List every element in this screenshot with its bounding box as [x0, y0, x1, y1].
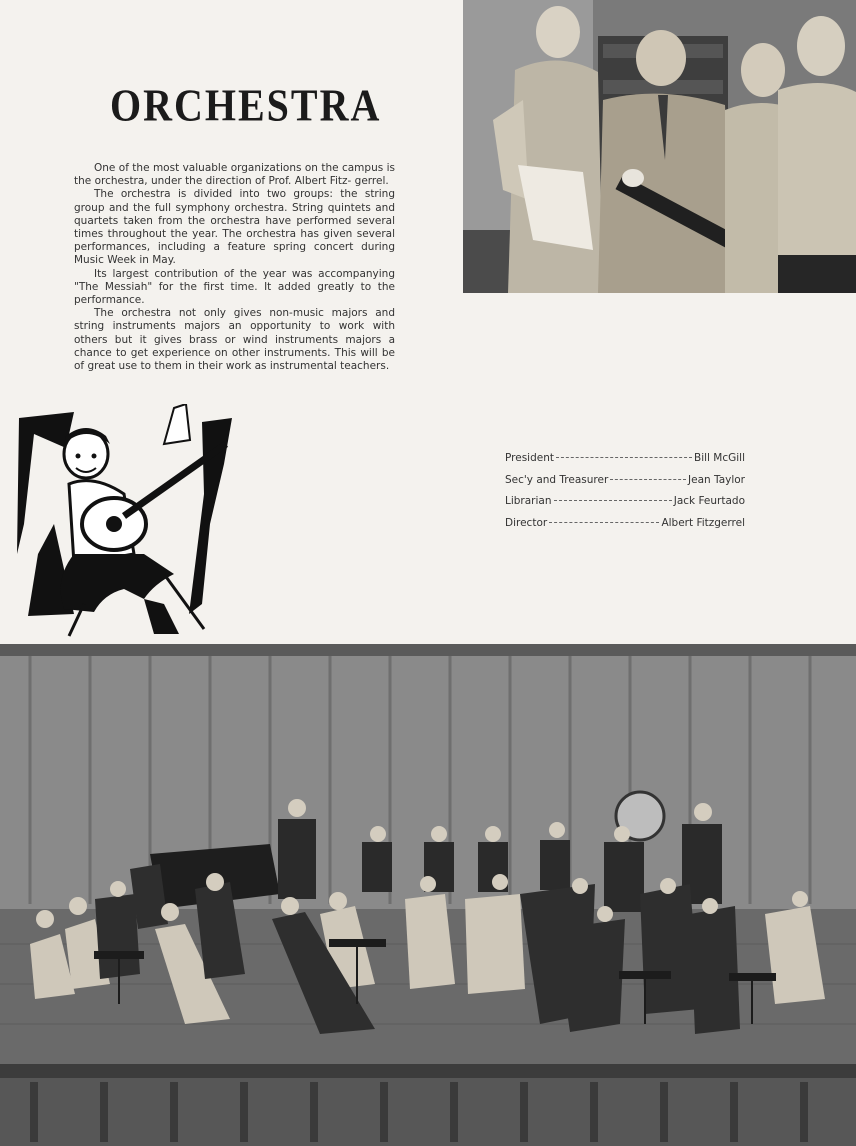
officer-name: Bill McGill	[693, 452, 745, 464]
officer-name: Jean Taylor	[688, 473, 745, 486]
officer-role: Sec'y and Treasurer	[505, 473, 609, 486]
leader-dots	[549, 522, 659, 523]
officer-row-director	[505, 517, 745, 539]
officer-row-secretary	[505, 474, 745, 496]
leader-dots	[556, 457, 692, 458]
page-title: ORCHESTRA	[110, 79, 382, 131]
officer-row-librarian	[505, 495, 745, 517]
article-body	[74, 162, 395, 373]
officer-row-president	[505, 452, 745, 474]
paragraph-4: The orchestra not only gives non-music majors and string instruments majors an opportunity to work with others but it gives brass or wind instruments majors a chance to get experience on other instruments. This will be of great use to them in their work as instrumental teachers.	[74, 307, 395, 373]
leader-dots	[610, 479, 686, 480]
officer-name: Albert Fitzgerrel	[661, 516, 745, 529]
officer-role: Director	[505, 516, 548, 529]
photo-orchestra-stage-image	[0, 644, 856, 1146]
paragraph-2: The orchestra is divided into two groups: the string group and the full symphony orchestra. String quintets and quartets taken from the orchestra have performed several times throughout the year. The orchestra has given several performances, including a feature spring concert during Music Week in May.	[74, 188, 395, 267]
leader-dots	[554, 500, 672, 501]
guitar-player-illustration	[14, 404, 236, 640]
photo-orchestra-stage	[0, 644, 856, 1146]
officer-role: President	[505, 452, 554, 464]
officer-role: Librarian	[505, 495, 552, 507]
officer-name: Jack Feurtado	[673, 495, 745, 507]
guitar-player-drawing	[14, 404, 236, 640]
photo-conductor-group-image	[463, 0, 856, 293]
paragraph-3: Its largest contribution of the year was accompanying "The Messiah" for the first time. It added greatly to the performance.	[74, 267, 395, 307]
photo-conductor-group	[463, 0, 856, 293]
officers-list	[505, 452, 745, 538]
paragraph-1: One of the most valuable organizations on the campus is the orchestra, under the direction of Prof. Albert Fitz- gerrel.	[74, 162, 395, 188]
